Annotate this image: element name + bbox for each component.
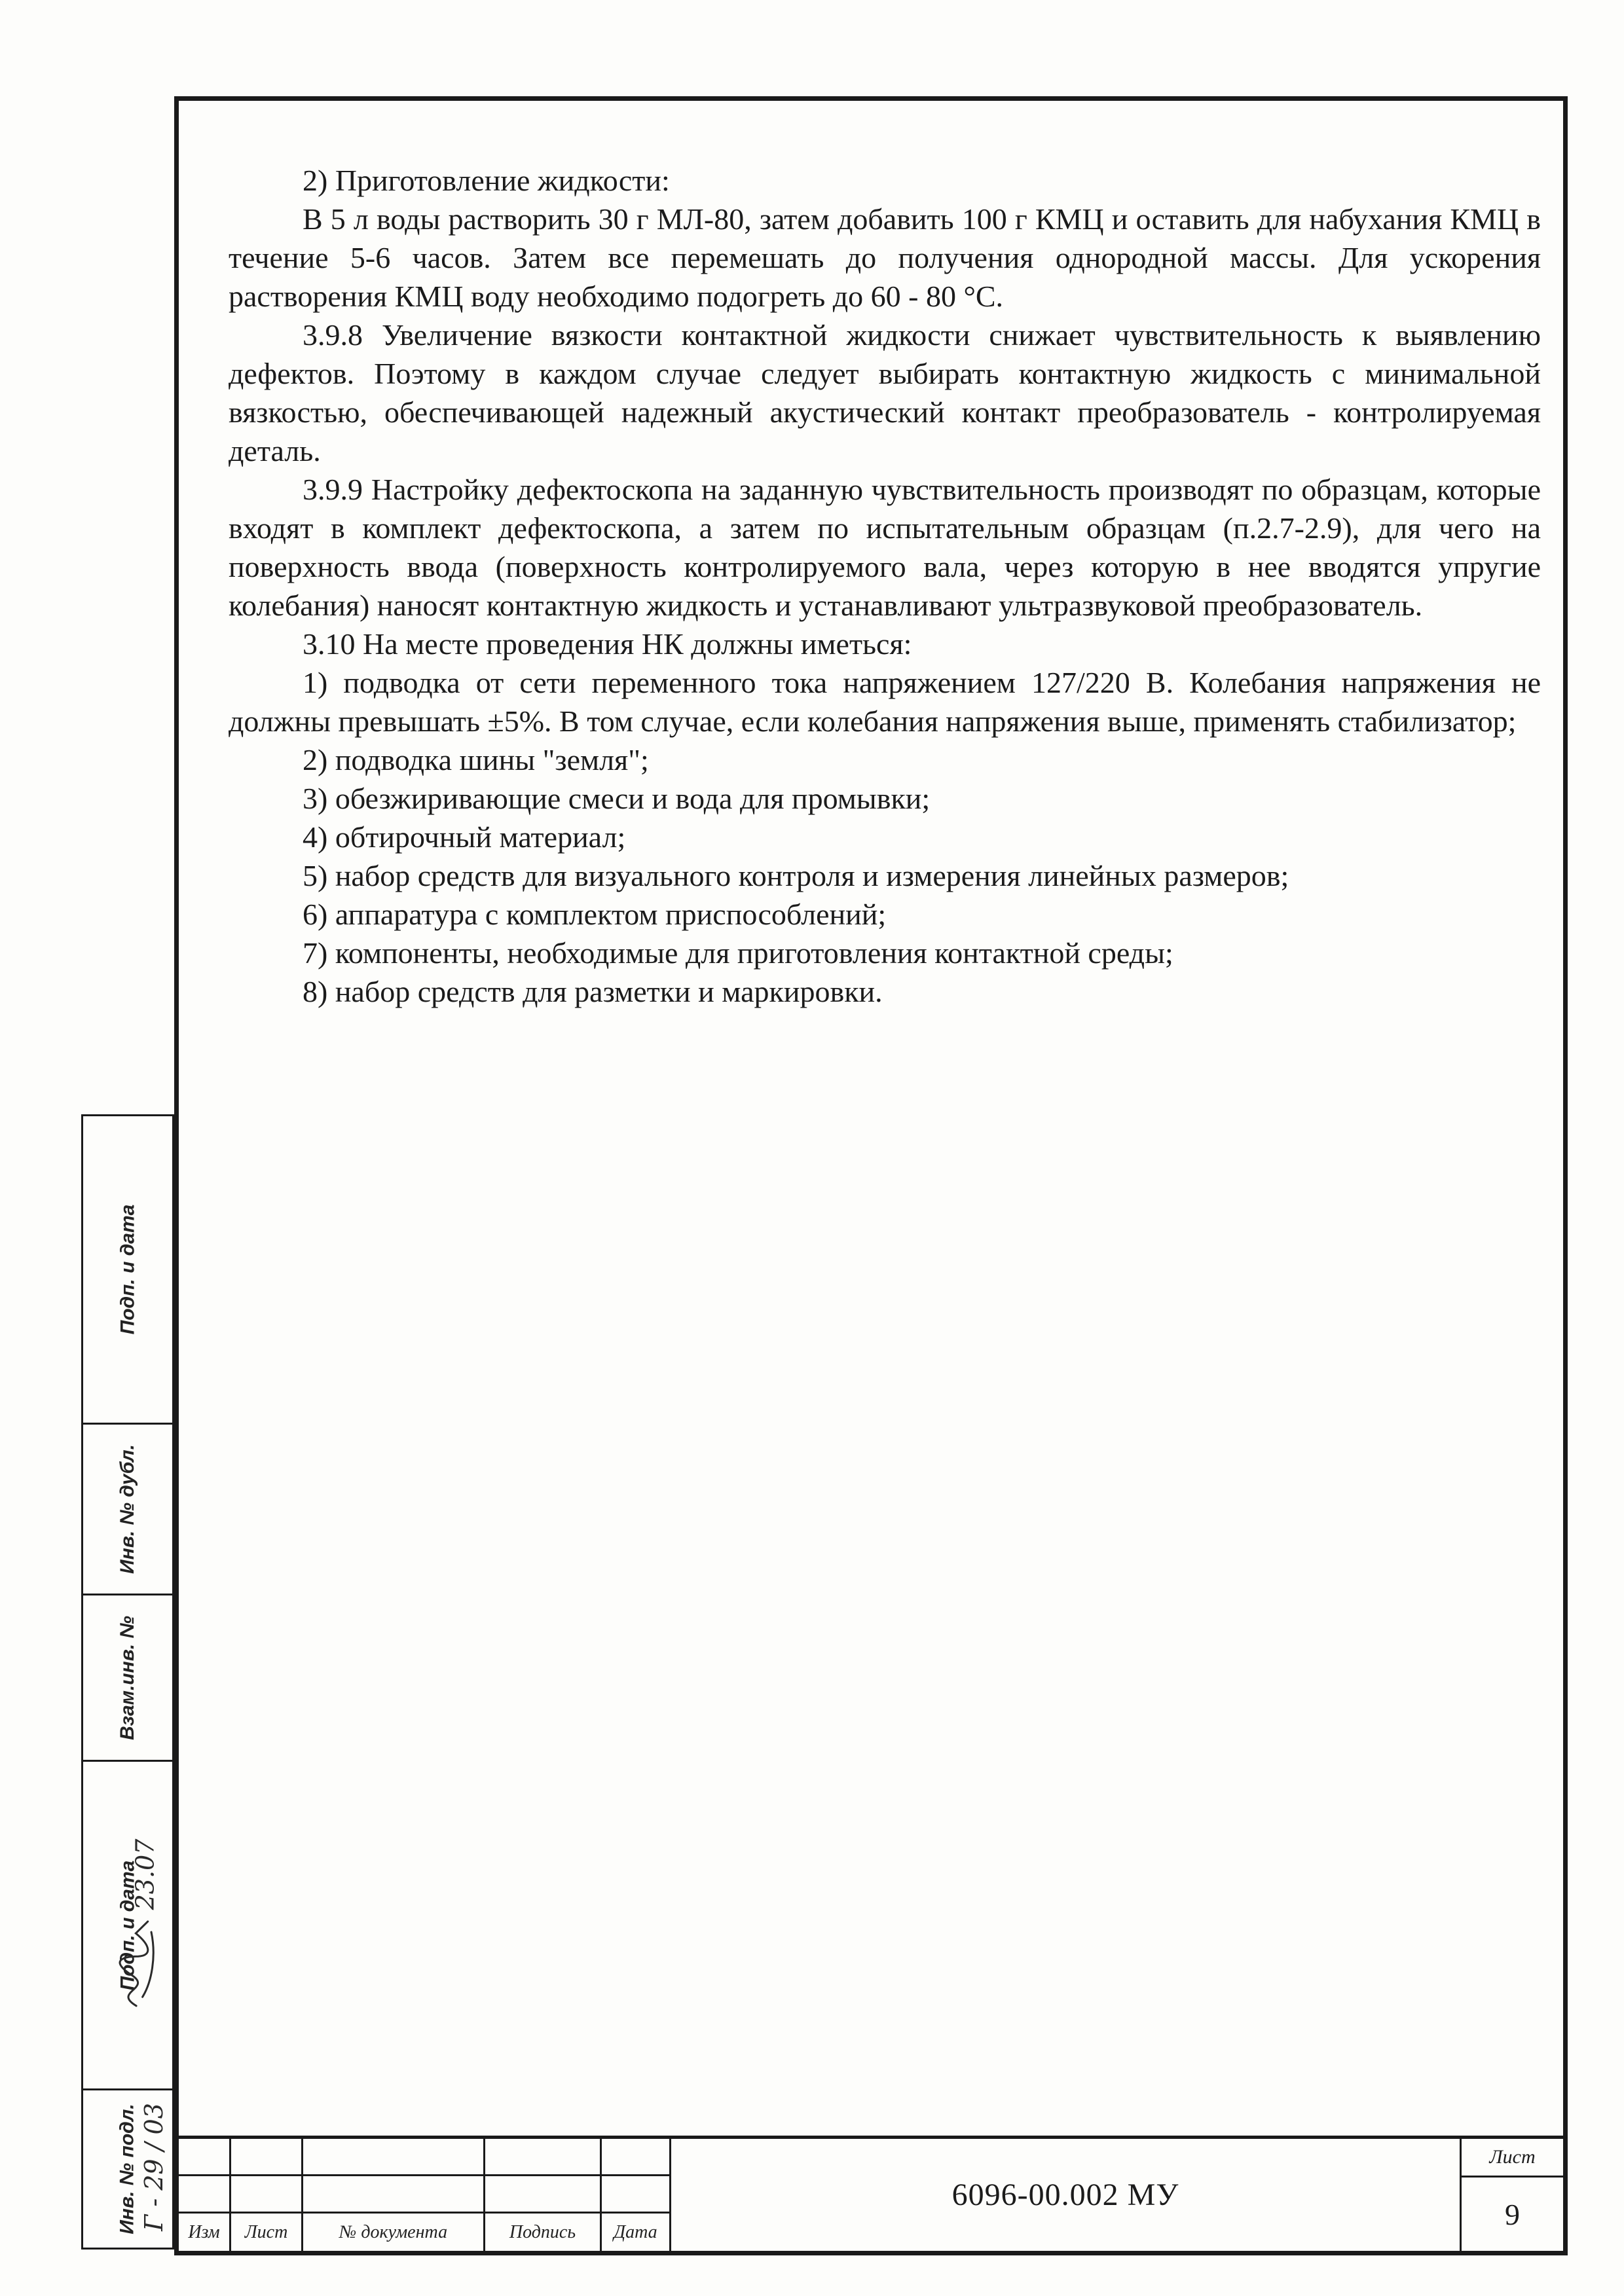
handwritten-inventory-number: Г - 29 / 03 xyxy=(139,2103,168,2231)
paragraph: 4) обтирочный материал; xyxy=(303,820,626,854)
column-header-label: Лист xyxy=(244,2221,288,2242)
document-number: 6096-00.002 МУ xyxy=(951,2178,1179,2212)
paragraph: 2) подводка шины "земля"; xyxy=(303,743,649,776)
title-block xyxy=(179,2136,1563,2251)
revision-header-izm xyxy=(179,2214,231,2251)
column-header-label: Изм xyxy=(188,2221,220,2242)
paragraph: 6) аппаратура с комплектом приспособлений; xyxy=(303,898,887,931)
margin-cell-label: Взам.инв. № xyxy=(117,1615,138,1740)
margin-cell-label: Инв. № подл. xyxy=(117,2104,138,2234)
paragraph: 3.9.9 Настройку дефектоскопа на заданную чувствительность производят по образцам, которые входят в комплект дефектоскопа, а затем по испытательным образцам (п.2.7-2.9), для чего на поверхность ввода (поверхность контролируемого вала, через которую в нее вводятся упругие колебания) наносят контактную жидкость и устанавливают ультразвуковой преобразователь. xyxy=(229,473,1541,622)
margin-cell-inv-dubl xyxy=(81,1423,174,1595)
paragraph: 8) набор средств для разметки и маркировки. xyxy=(303,975,883,1008)
frame-margin-sidebar xyxy=(81,1114,174,2250)
revision-cell-empty xyxy=(602,2139,669,2176)
paragraph: 3.10 На месте проведения НК должны иметься: xyxy=(303,627,912,661)
revision-cell-empty xyxy=(485,2176,602,2214)
revision-header-list xyxy=(231,2214,303,2251)
paragraph: 3) обезжиривающие смеси и вода для промывки; xyxy=(303,782,931,815)
margin-cell-podp-i-data-1 xyxy=(81,1114,174,1425)
column-header-label: Дата xyxy=(614,2221,657,2242)
column-header-label: № документа xyxy=(339,2221,448,2242)
revision-header-podpis xyxy=(485,2214,602,2251)
revision-header-data xyxy=(602,2214,669,2251)
paragraph: В 5 л воды растворить 30 г МЛ-80, затем добавить 100 г КМЦ и оставить для набухания КМЦ в течение 5-6 часов. Затем все перемешать до получения однородной массы. Для ускорения растворения КМЦ воду необходимо подогреть до 60 - 80 °С. xyxy=(229,202,1541,313)
paragraph: 7) компоненты, необходимые для приготовления контактной среды; xyxy=(303,936,1173,970)
revision-header-doc-number xyxy=(303,2214,485,2251)
paragraph: 5) набор средств для визуального контроля и измерения линейных размеров; xyxy=(303,859,1289,892)
revision-cell-empty xyxy=(179,2176,231,2214)
drawing-frame xyxy=(174,96,1568,2255)
paragraph: 1) подводка от сети переменного тока напряжением 127/220 В. Колебания напряжения не должны превышать ±5%. В том случае, если колебания напряжения выше, применять стабилизатор; xyxy=(229,666,1541,738)
margin-cell-label: Подп. и дата xyxy=(117,1860,139,1990)
margin-cell-label: Инв. № дубл. xyxy=(117,1444,139,1574)
margin-cell-inv-podl xyxy=(81,2088,174,2250)
revision-table xyxy=(179,2139,671,2251)
revision-cell-empty xyxy=(179,2139,231,2176)
sheet-number: 9 xyxy=(1505,2197,1520,2231)
margin-cell-vzam-inv xyxy=(81,1594,174,1762)
margin-cell-label: Подп. и дата xyxy=(117,1204,139,1335)
handwritten-date: 23.07 xyxy=(130,1838,160,1910)
revision-cell-empty xyxy=(602,2176,669,2214)
revision-cell-empty xyxy=(303,2139,485,2176)
revision-cell-empty xyxy=(303,2176,485,2214)
document-body xyxy=(229,161,1541,1011)
signature-icon xyxy=(107,1914,168,2012)
paragraph: 3.9.8 Увеличение вязкости контактной жидкости снижает чувствительность к выявлению дефектов. Поэтому в каждом случае следует выбирать контактную жидкость с минимальной вязкостью, обеспечивающей надежный акустический контакт преобразователь - контролируемая деталь. xyxy=(229,318,1541,467)
sheet-cell xyxy=(1460,2139,1563,2251)
revision-cell-empty xyxy=(231,2139,303,2176)
revision-cell-empty xyxy=(485,2139,602,2176)
margin-cell-podp-i-data-2 xyxy=(81,1760,174,2090)
revision-cell-empty xyxy=(231,2176,303,2214)
column-header-label: Подпись xyxy=(509,2221,576,2242)
paragraph: 2) Приготовление жидкости: xyxy=(303,164,670,197)
sheet-label: Лист xyxy=(1462,2139,1563,2178)
